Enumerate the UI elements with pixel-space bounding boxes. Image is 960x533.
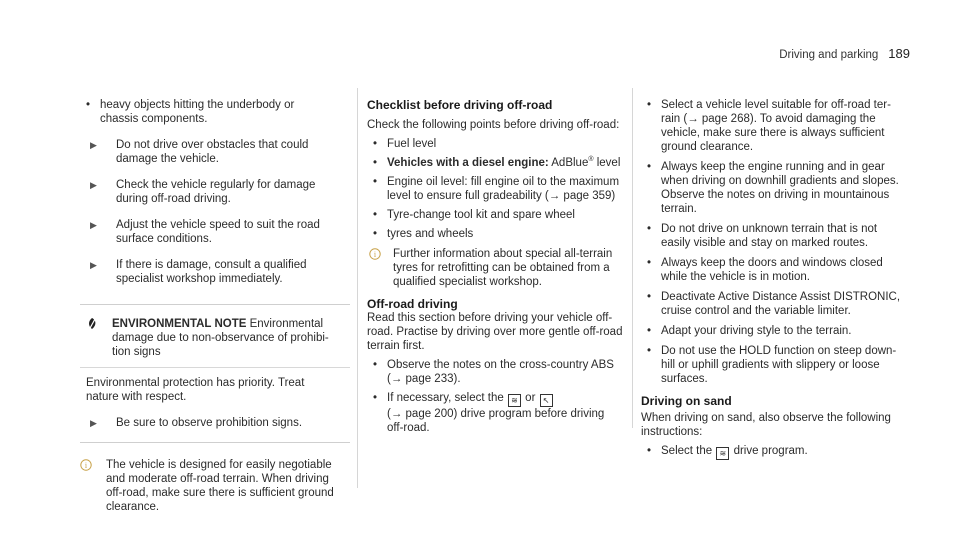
sand-heading: Driving on sand <box>641 394 732 408</box>
list-item: • Fuel level <box>373 138 437 150</box>
sand-program-icon: ≋ <box>716 447 729 460</box>
list-item: • Do not use the HOLD function on steep down- hill or uphill gradients with slippery or loose surfaces. <box>647 345 897 385</box>
step-arrow-icon: ▶ <box>90 180 97 190</box>
divider <box>80 367 350 368</box>
step-item: ▶ Do not drive over obstacles that could damage the vehicle. <box>80 138 350 166</box>
list-item: • Always keep the doors and windows closed while the vehicle is in motion. <box>647 257 883 283</box>
list-item: • Deactivate Active Distance Assist DISTRONIC, cruise control and the variable limiter. <box>647 291 901 317</box>
info-icon <box>80 458 106 471</box>
svg-text:i: i <box>373 250 377 260</box>
step-arrow-icon: ▶ <box>90 260 97 270</box>
step-item: ▶ If there is damage, consult a qualified specialist workshop immediately. <box>80 258 350 286</box>
list-item: • Observe the notes on the cross-country ABS (→ page 233). <box>373 359 614 385</box>
offroad-heading: Off-road driving <box>367 297 458 311</box>
section-title: Driving and parking <box>779 49 879 61</box>
list-item: • Select the ≋ drive program. <box>647 445 808 458</box>
step-arrow-icon: ▶ <box>90 220 97 230</box>
bullet: • <box>86 99 91 111</box>
column-2: Checklist before driving off-road Check the following points before driving off-road: • Fuel level • Vehicles with a diesel engine: AdBlue® level • Engine oil level: fill engine oil to the maximum level to ensure full gradeability (→ page 359) • Tyre-change tool kit and spare wheel • tyres and wheels i Further information about special all-terrain tyres for retrofitting can be obtained from a qualified specialist workshop. Off-road driving Read this section before driving your vehicle off- road. Practise by driving over more gentle off-road terrain first. • Observe the notes on the cross-country ABS (→ page 233). • If necessary, select the ≋ or ↖ (→ page 200) drive program before driving off-road. <box>367 98 629 435</box>
page-header <box>779 47 910 62</box>
page-number: 189 <box>888 46 910 61</box>
step-arrow-icon: ▶ <box>90 140 97 150</box>
checklist-heading: Checklist before driving off-road <box>367 98 553 112</box>
leaf-icon <box>80 317 112 335</box>
rock-program-icon: ↖ <box>540 394 553 407</box>
column-1 <box>80 98 350 514</box>
environmental-note: ENVIRONMENTAL NOTE Environmental damage due to non-observance of prohibi- tion signs Environmental protection has priority. Treat nature with respect. ▶ Be sure to observe prohibition signs. <box>80 304 350 443</box>
list-item: • tyres and wheels <box>373 228 474 240</box>
info-note: i The vehicle is designed for easily negotiable and moderate off-road terrain. When driving off-road, make sure there is sufficient ground clearance. <box>80 458 350 514</box>
step-item: ▶ Adjust the vehicle speed to suit the road surface conditions. <box>80 218 350 246</box>
env-note-heading: ENVIRONMENTAL NOTE Environmental damage due to non-observance of prohibi- tion signs <box>80 317 350 359</box>
column-divider <box>357 88 358 488</box>
list-item: • Do not drive on unknown terrain that is not easily visible and stay on marked routes. <box>647 223 878 249</box>
svg-text:i: i <box>84 461 88 471</box>
step-item: ▶ Check the vehicle regularly for damage during off-road driving. <box>80 178 350 206</box>
list-item: • Adapt your driving style to the terrain. <box>647 325 852 337</box>
offroad-program-icon: ≋ <box>508 394 521 407</box>
list-item: • Always keep the engine running and in gear when driving on downhill gradients and slopes. Observe the notes on driving in mountainous terrain. <box>647 161 899 215</box>
column-3: • Select a vehicle level suitable for off-road ter- rain (→ page 268). To avoid damaging the vehicle, make sure there is always sufficient ground clearance. • Always keep the engine running and in gear when driving on downhill gradients and slopes. Observe the notes on driving in mountainous terrain. • Do not drive on unknown terrain that is not easily visible and stay on marked routes. • Always keep the doors and windows closed while the vehicle is in motion. • Deactivate Active Distance Assist DISTRONIC, cruise control and the variable limiter. • Adapt your driving style to the terrain. • Do not use the HOLD function on steep down- hill or uphill gradients with slippery or loose surfaces. Driving on sand When driving on sand, also observe the following instructions: • Select the ≋ drive program. <box>641 98 911 460</box>
list-item: • Engine oil level: fill engine oil to the maximum level to ensure full gradeability (→ page 359) <box>373 176 620 202</box>
info-icon <box>367 247 393 260</box>
env-note-title: ENVIRONMENTAL NOTE <box>112 318 247 330</box>
step-arrow-icon: ▶ <box>90 418 97 428</box>
info-note: i Further information about special all-terrain tyres for retrofitting can be obtained from a qualified specialist workshop. <box>367 247 629 289</box>
step-item: ▶ Be sure to observe prohibition signs. <box>80 416 350 430</box>
column-divider <box>632 88 633 428</box>
list-item: • Vehicles with a diesel engine: AdBlue® level <box>373 156 621 169</box>
list-item: • Tyre-change tool kit and spare wheel <box>373 209 575 221</box>
list-item: • If necessary, select the ≋ or ↖ (→ page 200) drive program before driving off-road. <box>373 392 605 434</box>
list-item: • Select a vehicle level suitable for off-road ter- rain (→ page 268). To avoid damaging the vehicle, make sure there is always sufficient ground clearance. <box>647 99 891 153</box>
list-item: • heavy objects hitting the underbody or chassis components. <box>80 98 350 126</box>
